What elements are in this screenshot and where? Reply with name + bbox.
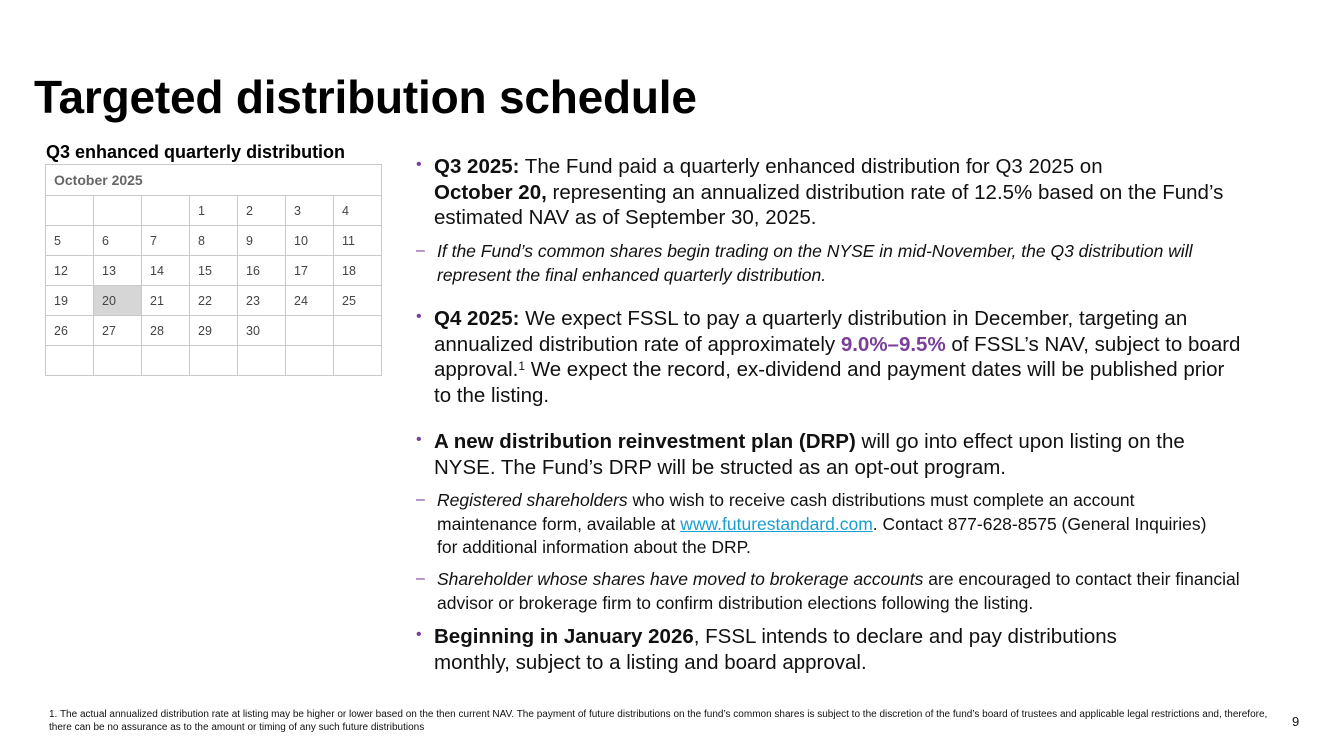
dash-marker: –: [416, 242, 425, 259]
bullet-drp-lead: A new distribution reinvestment plan (DRP): [434, 430, 856, 453]
futurestandard-link[interactable]: www.futurestandard.com: [680, 513, 873, 534]
calendar-body: [46, 196, 382, 376]
sub-drp-registered-text2: . Contact 877-628-8575 (General Inquiries) for additional information about the DRP.: [437, 513, 1207, 557]
calendar-day: 12: [46, 256, 94, 286]
bullet-q3-text1: The Fund paid a quarterly enhanced distribution for Q3 2025 on: [519, 155, 1103, 178]
sub-drp-brokerage-body: are encouraged to contact their financial advisor or brokerage firm to confirm distribution elections following the listing.: [437, 569, 1240, 613]
calendar-empty-cell: [286, 316, 334, 346]
calendar-week: [46, 346, 382, 376]
calendar-day: 16: [238, 256, 286, 286]
calendar-day: 5: [46, 226, 94, 256]
bullet-q4-text: [434, 306, 1244, 409]
calendar-empty-cell: [238, 346, 286, 376]
calendar-day: 6: [94, 226, 142, 256]
calendar-empty-cell: [334, 316, 382, 346]
calendar-day: 11: [334, 226, 382, 256]
bullet-q4-text3: We expect the record, ex-dividend and payment dates will be published prior to the listing.: [434, 358, 1225, 408]
sub-drp-brokerage-text: [437, 568, 1247, 615]
bullet-marker: •: [416, 308, 422, 325]
sub-drp-registered-lead: Registered shareholders: [437, 490, 628, 510]
calendar-day: 18: [334, 256, 382, 286]
calendar-day: 17: [286, 256, 334, 286]
calendar-day: 27: [94, 316, 142, 346]
calendar-empty-cell: [46, 196, 94, 226]
calendar-day: 3: [286, 196, 334, 226]
calendar-day: 13: [94, 256, 142, 286]
calendar-empty-cell: [94, 196, 142, 226]
sub-q3-text: If the Fund’s common shares begin trading on the NYSE in mid-November, the Q3 distribution will represent the final enhanced quarterly distribution.: [437, 241, 1193, 285]
bullet-jan-body: , FSSL intends to declare and pay distributions monthly, subject to a listing and board approval.: [434, 625, 1117, 674]
calendar-empty-cell: [46, 346, 94, 376]
calendar-day: 1: [190, 196, 238, 226]
bullet-marker: •: [416, 431, 422, 448]
calendar-day: 30: [238, 316, 286, 346]
calendar-day: 26: [46, 316, 94, 346]
sub-drp-brokerage: [416, 568, 1247, 615]
bullet-jan-text: [434, 624, 1194, 675]
bullet-q4: [416, 306, 1244, 409]
calendar-day: 22: [190, 286, 238, 316]
calendar-empty-cell: [94, 346, 142, 376]
bullet-q4-text2: of FSSL’s NAV, subject to board approval.: [434, 332, 1241, 382]
bullet-q4-lead: Q4 2025:: [434, 307, 520, 330]
calendar-day: 15: [190, 256, 238, 286]
calendar-table: [45, 164, 382, 376]
calendar-day: 28: [142, 316, 190, 346]
sub-drp-registered-text1: who wish to receive cash distributions must complete an account maintenance form, available at: [437, 490, 1135, 534]
bullet-marker: •: [416, 626, 422, 643]
calendar-day: 24: [286, 286, 334, 316]
calendar-empty-cell: [190, 346, 238, 376]
page-number: 9: [1292, 714, 1300, 729]
calendar-day: 7: [142, 226, 190, 256]
calendar-day: 14: [142, 256, 190, 286]
bullet-q3-text: [434, 154, 1256, 231]
calendar-week: [46, 196, 382, 226]
bullet-q4-text1: We expect FSSL to pay a quarterly distribution in December, targeting an annualized distribution rate of approximately: [434, 307, 1188, 356]
calendar-week: [46, 286, 382, 316]
footnote-ref: 1: [518, 359, 526, 374]
calendar-day: 9: [238, 226, 286, 256]
bullet-drp-body: will go into effect upon listing on the NYSE. The Fund’s DRP will be structed as an opt-out program.: [434, 430, 1185, 479]
calendar-day: 4: [334, 196, 382, 226]
dash-marker: –: [416, 570, 425, 587]
bullet-q3: [416, 154, 1256, 231]
calendar-month: October 2025: [46, 165, 382, 196]
bullet-q3-text2: representing an annualized distribution rate of 12.5% based on the Fund’s estimated NAV as of September 30, 2025.: [434, 180, 1224, 230]
calendar-day: 8: [190, 226, 238, 256]
calendar-week: [46, 226, 382, 256]
calendar-day: 21: [142, 286, 190, 316]
bullet-q3-date: October 20,: [434, 180, 547, 204]
bullet-jan-lead: Beginning in January 2026: [434, 625, 694, 648]
calendar-day: 10: [286, 226, 334, 256]
sub-drp-registered: [416, 489, 1227, 560]
calendar-day-highlighted: 20: [94, 286, 142, 316]
calendar-day: 29: [190, 316, 238, 346]
bullet-marker: •: [416, 156, 422, 173]
calendar-heading: Q3 enhanced quarterly distribution: [46, 142, 346, 162]
bullet-drp: [416, 429, 1224, 480]
calendar-empty-cell: [142, 196, 190, 226]
calendar-day: 23: [238, 286, 286, 316]
sub-q3: [416, 240, 1257, 287]
bullet-drp-text: [434, 429, 1224, 480]
bullet-jan: [416, 624, 1194, 675]
calendar-empty-cell: [142, 346, 190, 376]
bullet-q4-rate: 9.0%–9.5%: [840, 332, 946, 356]
sub-drp-brokerage-lead: Shareholder whose shares have moved to brokerage accounts: [437, 569, 924, 589]
calendar-empty-cell: [286, 346, 334, 376]
page-title: Targeted distribution schedule: [34, 71, 697, 123]
calendar-empty-cell: [334, 346, 382, 376]
sub-drp-registered-text: [437, 489, 1227, 560]
footnote: 1. The actual annualized distribution rate at listing may be higher or lower based on the then current NAV. The payment of future distributions on the fund’s common shares is subject to the discretion of the fund’s board of trustees and applicable legal restrictions and, therefore, there can be no assurance as to the amount or timing of any such future distributions: [49, 709, 1268, 733]
bullet-q3-lead: Q3 2025:: [434, 155, 520, 178]
calendar-day: 25: [334, 286, 382, 316]
calendar-week: [46, 316, 382, 346]
dash-marker: –: [416, 491, 425, 508]
calendar-week: [46, 256, 382, 286]
calendar-day: 2: [238, 196, 286, 226]
calendar-day: 19: [46, 286, 94, 316]
